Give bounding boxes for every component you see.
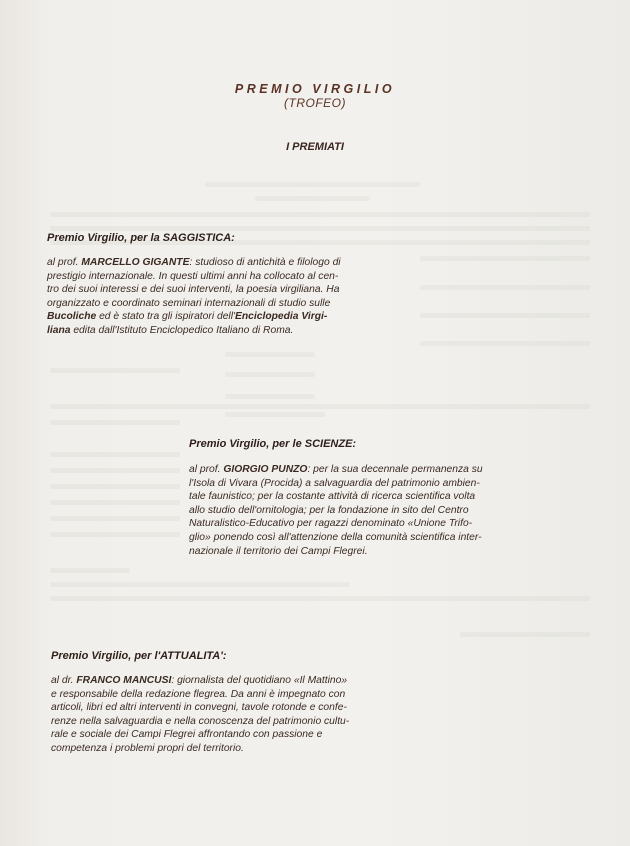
- text-line: al prof. MARCELLO GIGANTE: studioso di antichità e filologo di: [47, 257, 341, 268]
- text-line: tale faunistico; per la costante attività di ricerca scientifica volta: [189, 491, 476, 503]
- text-line: allo studio dell'ornitologia; per la fondazione in sito del Centro: [189, 504, 469, 516]
- text-line: l'Isola di Vivara (Procida) a salvaguardia del patrimonio ambien-: [189, 477, 480, 489]
- award-heading-saggistica: Premio Virgilio, per la SAGGISTICA:: [47, 232, 235, 244]
- award-text-saggistica: [47, 256, 417, 338]
- text-line: nazionale il territorio dei Campi Flegrei.: [189, 545, 368, 557]
- text-line: articoli, libri ed altri interventi in convegni, tavole rotonde e confe-: [51, 702, 347, 714]
- text-line: rale e sociale dei Campi Flegrei affrontando con passione e: [51, 729, 323, 741]
- text-line: al prof. GIORGIO PUNZO: per la sua decennale permanenza su: [189, 464, 483, 475]
- awardee-name: MARCELLO GIGANTE: [81, 257, 190, 268]
- text-line: competenza i problemi propri del territorio.: [51, 742, 244, 754]
- text-line: e responsabile della redazione flegrea. Da anni è impegnato con: [51, 688, 346, 700]
- text-line: al dr. FRANCO MANCUSI: giornalista del quotidiano «Il Mattino»: [51, 675, 348, 686]
- text-line: prestigio internazionale. In questi ultimi anni ha collocato al cen-: [47, 270, 339, 282]
- text-line: glio» ponendo così all'attenzione della comunità scientifica inter-: [189, 531, 482, 543]
- award-text-attualita: [51, 674, 426, 756]
- text-line: liana edita dall'Istituto Enciclopedico Italiano di Roma.: [47, 324, 294, 336]
- award-heading-attualita: Premio Virgilio, per l'ATTUALITA':: [51, 650, 227, 662]
- text-line: renze nella salvaguardia e nella conoscenza del patrimonio cultu-: [51, 715, 350, 727]
- text-line: tro dei suoi interessi e dei suoi interventi, la poesia virgiliana. Ha: [47, 284, 340, 296]
- section-heading: I PREMIATI: [286, 141, 344, 153]
- awardee-name: GIORGIO PUNZO: [223, 464, 308, 475]
- document-subtitle: (TROFEO): [284, 96, 346, 110]
- awardee-name: FRANCO MANCUSI: [76, 675, 172, 686]
- text-line: Bucoliche ed è stato tra gli ispiratori dell'Enciclopedia Virgi-: [47, 311, 328, 323]
- text-line: organizzato e coordinato seminari internazionali di studio sulle: [47, 297, 331, 309]
- award-text-scienze: [189, 463, 574, 558]
- document-title: PREMIO VIRGILIO: [234, 82, 396, 96]
- text-line: Naturalistico-Educativo per ragazzi denominato «Unione Trifo-: [189, 518, 473, 530]
- award-heading-scienze: Premio Virgilio, per le SCIENZE:: [189, 438, 357, 450]
